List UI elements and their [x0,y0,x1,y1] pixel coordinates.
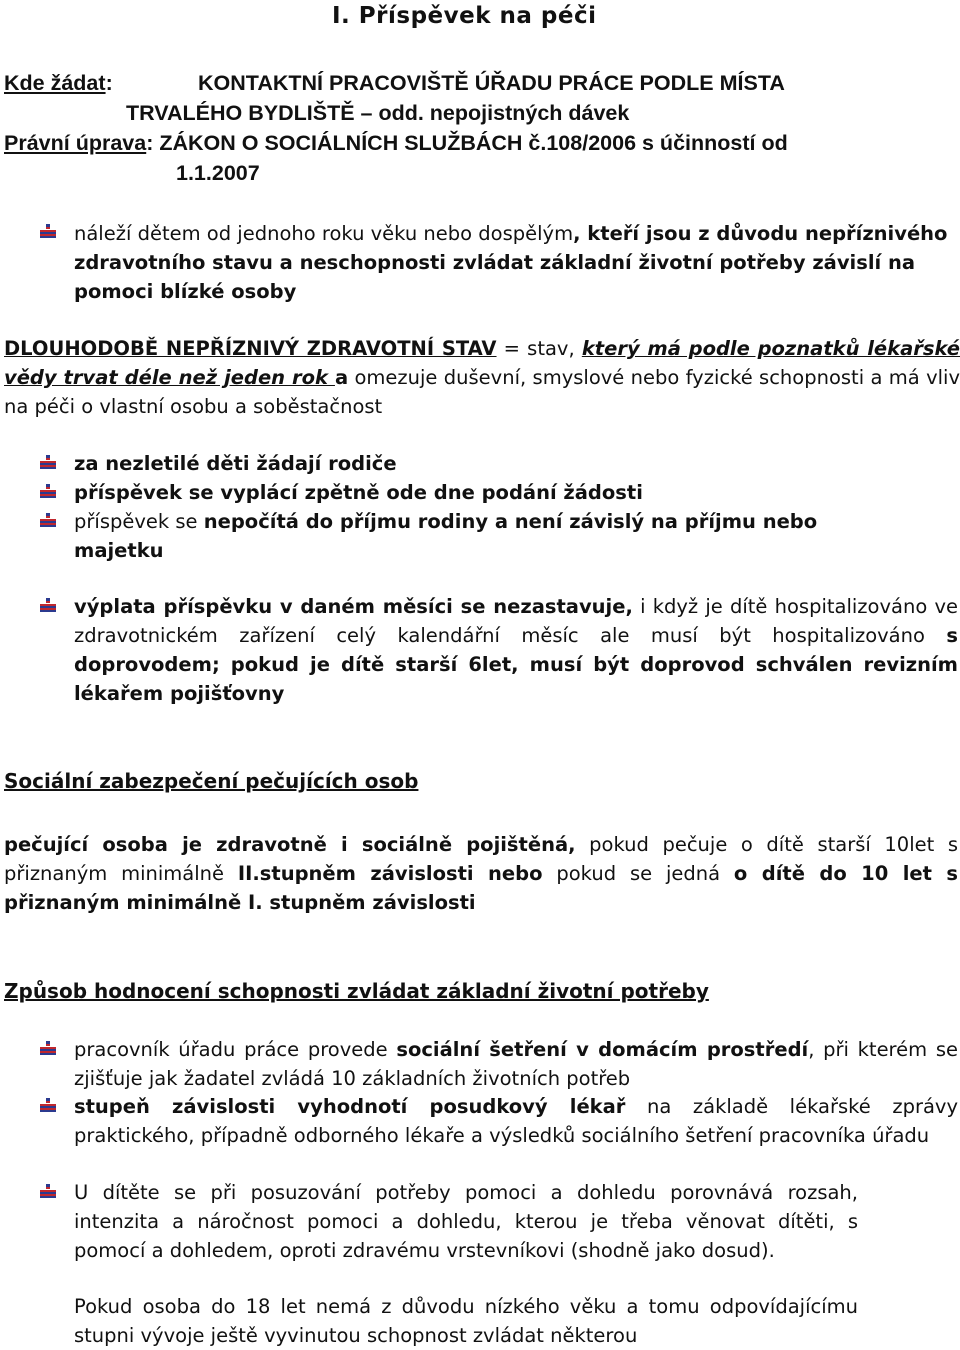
section3-item-2-text: na základě lékařské zprávy praktického, případně odborného lékaře a výsledků sociálního šetření pracovníka úřadu [74,1095,958,1147]
bullet2-item-3-pre: příspěvek se [74,510,204,533]
striped-bullet-icon [40,224,56,240]
definition-rest: omezuje duševní, smyslové nebo fyzické schopnosti a má vliv na péči o vlastní osobu a soběstačnost [4,366,960,418]
section3-item-1-text1: pracovník úřadu práce provede [74,1038,397,1061]
section3-item-1 [74,1035,958,1093]
law-line2: 1.1.2007 [176,161,260,185]
law-row [4,128,788,158]
section3-item-3: U dítěte se při posuzování potřeby pomoci a dohledu porovnává rozsah, intenzita a náročnost pomoci a dohledu, kterou je třeba věnovat dítěti, s pomocí a dohledem, oproti zdravému vrstevníkovi (shodně jako dosud). [74,1181,858,1262]
section2-bold3: o dítě do 10 let s přiznaným minimálně I. stupněm závislosti [4,862,959,914]
bullet3-bold1: výplata příspěvku v daném měsíci se nezastavuje, [74,595,633,618]
definition-emph: který má podle poznatků lékařské vědy trvat déle než jeden rok [4,337,960,389]
bullet1-part2: , kteří jsou z důvodu nepříznivého zdravotního stavu a neschopnosti zvládat základní životní potřeby závislí na pomoci blízké osoby [74,222,948,303]
bullet2-item-1: za nezletilé děti žádají rodiče [74,452,397,475]
where-label: Kde žádat [4,71,106,95]
bullet3-bold2: s doprovodem; pokud je dítě starší 6let, musí být doprovod schválen revizním lékařem pojišťovny [74,624,958,705]
definition-a: a [334,366,349,389]
definition-paragraph [4,334,960,421]
section-heading-assessment: Způsob hodnocení schopnosti zvládat základní životní potřeby [4,979,709,1003]
striped-bullet-icon [40,1184,56,1200]
bullet3-text1: i když je dítě hospitalizováno ve zdravotnickém zařízení celý kalendářní měsíc ale musí být hospitalizováno [74,595,958,647]
striped-bullet-icon [40,598,56,614]
section3-item-1-text2: , při kterém se zjišťuje jak žadatel zvládá 10 základních životních potřeb [74,1038,958,1090]
section3-final-paragraph: Pokud osoba do 18 let nemá z důvodu nízkého věku a tomu odpovídajícímu stupni vývoje ještě vyvinutou schopnost zvládat některou [74,1295,858,1347]
law-label: Právní úprava [4,131,147,155]
section3-item-2 [74,1092,958,1150]
bullet1-text [74,219,958,306]
where-colon: : [105,71,113,95]
page-title: I. Příspěvek na péči [332,3,597,29]
section3-item-2-bold: stupeň závislosti vyhodnotí posudkový lékař [74,1095,626,1118]
section2-bold2: II.stupněm závislosti nebo [237,862,543,885]
bullet1-part1: náleží dětem od jednoho roku věku nebo dospělým [74,222,574,245]
section2-bold1: pečující osoba je zdravotně i sociálně pojištěná, [4,833,576,856]
where-label-row [4,68,113,98]
striped-bullet-icon [40,513,56,529]
section3-item-1-bold: sociální šetření v domácím prostředí [396,1038,809,1061]
section2-paragraph [4,830,958,917]
striped-bullet-icon [40,455,56,471]
section2-text1: pokud pečuje o dítě starší 10let s přiznaným minimálně [4,833,958,885]
definition-term: DLOUHODOBĚ NEPŘÍZNIVÝ ZDRAVOTNÍ STAV [4,337,497,360]
bullet2-item-2: příspěvek se vyplácí zpětně ode dne podání žádosti [74,481,643,504]
bullet3-text [74,592,958,708]
where-line1: KONTAKTNÍ PRACOVIŠTĚ ÚŘADU PRÁCE PODLE MÍSTA [198,71,785,95]
striped-bullet-icon [40,1098,56,1114]
where-line2: TRVALÉHO BYDLIŠTĚ – odd. nepojistných dávek [126,101,630,125]
definition-eq: = stav, [496,337,582,360]
law-line1: : ZÁKON O SOCIÁLNÍCH SLUŽBÁCH č.108/2006 s účinností od [146,131,788,155]
bullet2-item-3 [74,507,894,565]
striped-bullet-icon [40,484,56,500]
section-heading-social-security: Sociální zabezpečení pečujících osob [4,769,419,793]
striped-bullet-icon [40,1041,56,1057]
section2-text2: pokud se jedná [542,862,734,885]
bullet2-item-3-bold: nepočítá do příjmu rodiny a není závislý na příjmu nebo majetku [74,510,818,562]
